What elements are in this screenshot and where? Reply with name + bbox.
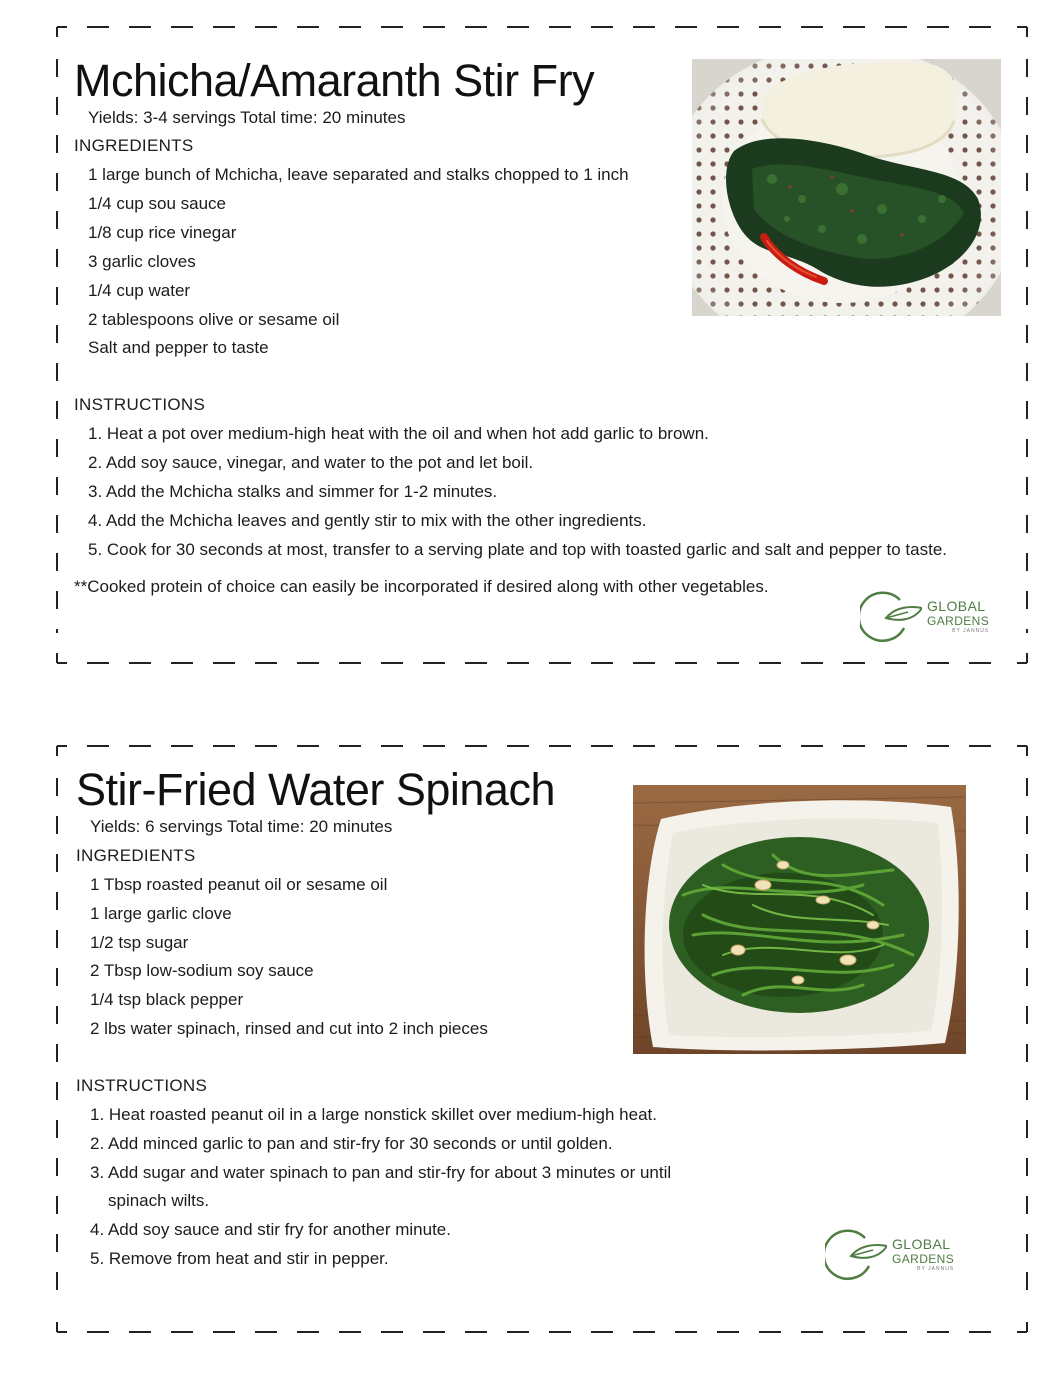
instruction-step: 2. Add soy sauce, vinegar, and water to the pot and let boil.	[88, 452, 534, 472]
logo-text	[927, 599, 989, 634]
ingredient-item: 1/8 cup rice vinegar	[88, 222, 237, 242]
ingredient-item: 2 lbs water spinach, rinsed and cut into 2 inch pieces	[90, 1018, 488, 1038]
ingredient-item: 3 garlic cloves	[88, 251, 196, 271]
ingredients-list	[90, 871, 488, 1044]
ingredient-item: 1/4 tsp black pepper	[90, 990, 244, 1010]
instructions-heading: INSTRUCTIONS	[76, 1076, 208, 1095]
logo-line-global: GLOBAL	[927, 597, 986, 614]
ingredients-heading: INGREDIENTS	[76, 846, 196, 865]
logo-line-global: GLOBAL	[892, 1235, 951, 1252]
leaf-g-icon	[825, 1226, 887, 1282]
instruction-step: 3. Add sugar and water spinach to pan and stir-fry for about 3 minutes or until	[90, 1162, 672, 1182]
logo-text	[892, 1237, 954, 1272]
instruction-step: 4. Add the Mchicha leaves and gently stir to mix with the other ingredients.	[88, 510, 647, 530]
ingredient-item: 2 Tbsp low-sodium soy sauce	[90, 961, 314, 981]
logo-line-byline: BY JANNUS	[917, 1265, 955, 1272]
recipe-title: Mchicha/Amaranth Stir Fry	[74, 55, 595, 106]
water-spinach-dish-photo	[633, 785, 966, 1054]
recipe-card-mchicha	[57, 27, 1027, 663]
instruction-step: 5. Remove from heat and stir in pepper.	[90, 1248, 389, 1268]
ingredients-list	[88, 161, 629, 363]
logo-line-gardens: GARDENS	[927, 613, 990, 628]
instruction-step: 1. Heat roasted peanut oil in a large nonstick skillet over medium-high heat.	[90, 1105, 657, 1124]
instruction-step: 1. Heat a pot over medium-high heat with the oil and when hot add garlic to brown.	[88, 424, 709, 443]
ingredients-heading: INGREDIENTS	[74, 136, 194, 155]
ingredient-item: 2 tablespoons olive or sesame oil	[88, 309, 340, 329]
ingredient-item: 1/2 tsp sugar	[90, 932, 189, 952]
instruction-step-continuation: spinach wilts.	[108, 1191, 210, 1211]
global-gardens-logo	[825, 1226, 954, 1282]
ingredient-item: 1/4 cup water	[88, 280, 191, 300]
logo-line-gardens: GARDENS	[892, 1251, 955, 1266]
instruction-step: 5. Cook for 30 seconds at most, transfer to a serving plate and top with toasted garlic and salt and pepper to taste.	[88, 539, 947, 559]
leaf-g-icon	[860, 588, 922, 644]
ingredient-item: 1 large garlic clove	[90, 903, 232, 923]
instruction-step: 2. Add minced garlic to pan and stir-fry for 30 seconds or until golden.	[90, 1133, 613, 1153]
instruction-step: 3. Add the Mchicha stalks and simmer for 1-2 minutes.	[88, 481, 498, 501]
ingredient-item: 1/4 cup sou sauce	[88, 193, 226, 213]
recipe-note: **Cooked protein of choice can easily be incorporated if desired along with other vegetables.	[74, 577, 769, 596]
global-gardens-logo	[860, 588, 989, 644]
instructions-list	[90, 1101, 671, 1274]
logo-line-byline: BY JANNUS	[952, 627, 990, 634]
recipe-yield-time: Yields: 6 servings Total time: 20 minutes	[90, 817, 393, 836]
instruction-step: 4. Add soy sauce and stir fry for another minute.	[90, 1220, 451, 1240]
instructions-heading: INSTRUCTIONS	[74, 395, 206, 414]
ingredient-item: 1 large bunch of Mchicha, leave separated and stalks chopped to 1 inch	[88, 165, 629, 184]
recipe-title: Stir-Fried Water Spinach	[76, 764, 555, 815]
recipe-card-water-spinach	[57, 746, 1027, 1332]
instructions-list	[88, 420, 947, 565]
mchicha-dish-photo	[692, 59, 1001, 316]
ingredient-item: 1 Tbsp roasted peanut oil or sesame oil	[90, 875, 388, 894]
ingredient-item: Salt and pepper to taste	[88, 338, 269, 358]
recipe-yield-time: Yields: 3-4 servings Total time: 20 minutes	[88, 108, 406, 127]
